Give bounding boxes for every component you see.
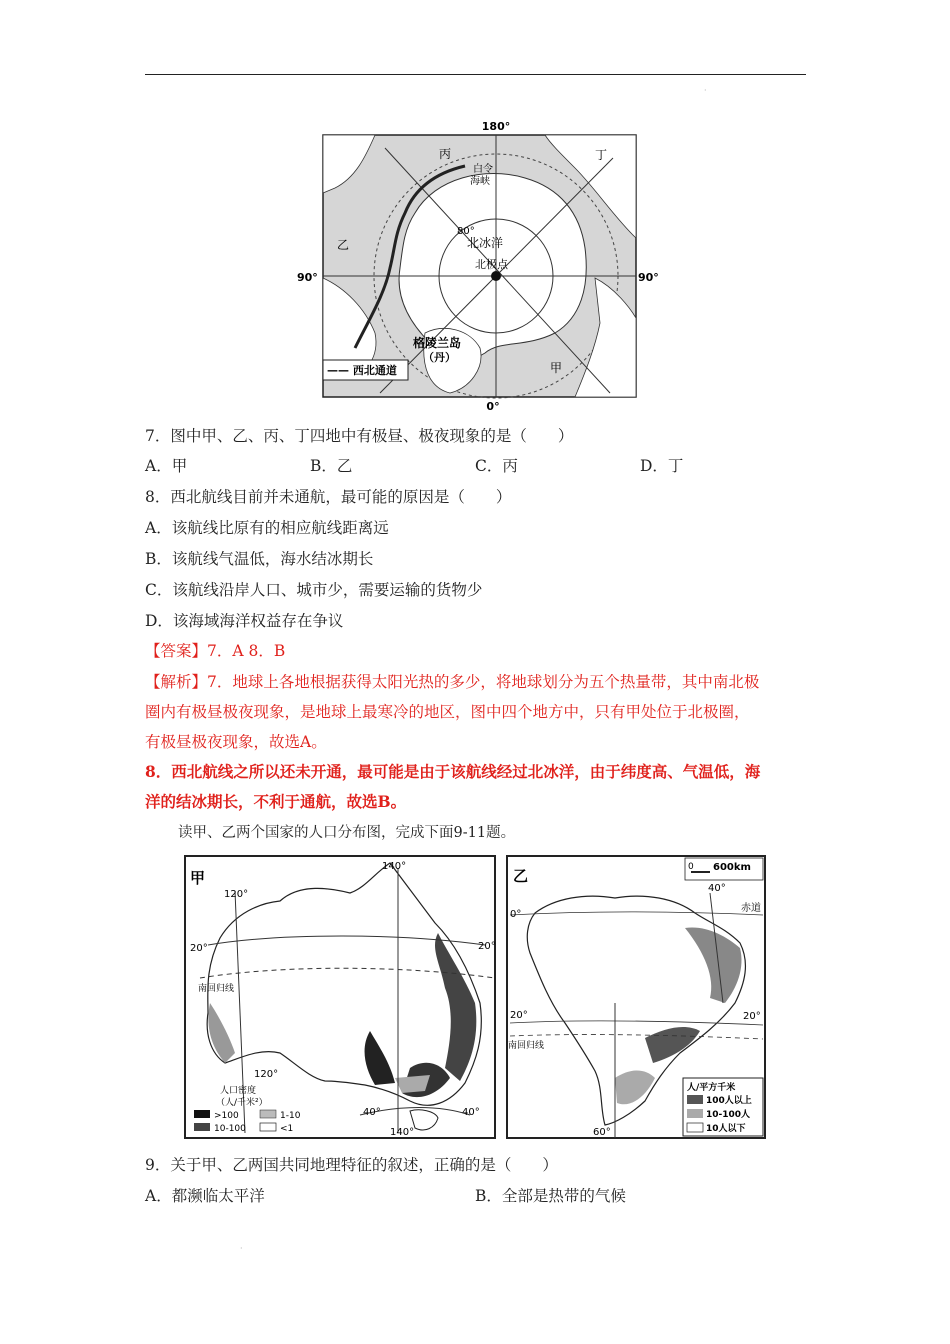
q7-option-a[interactable]: A．甲: [145, 457, 188, 475]
q7-stem: 7．图中甲、乙、丙、丁四地中有极昼、极夜现象的是（ ）: [145, 427, 574, 445]
legend-low: 10人以下: [706, 1124, 746, 1134]
q8-stem: 8．西北航线目前并未通航，最可能的原因是（ ）: [145, 488, 512, 506]
legend-swatch-lt1: [260, 1123, 276, 1131]
legend-swatch-10-100: [194, 1123, 210, 1131]
answer-text: 7．A 8．B: [207, 642, 286, 660]
label-40: 40°: [708, 883, 726, 894]
q9-stem: 9．关于甲、乙两国共同地理特征的叙述，正确的是（ ）: [145, 1156, 558, 1174]
analysis-tag: 【解析】: [145, 673, 208, 691]
legend-high: 100人以上: [706, 1096, 752, 1106]
label-20-left: 20°: [510, 1010, 528, 1021]
label-20-right: 20°: [478, 941, 496, 952]
label-140-top: 140°: [382, 861, 407, 872]
scale-label: 600km: [713, 862, 751, 873]
q7-option-c[interactable]: C．丙: [475, 457, 518, 475]
bering-label-2: 海峡: [470, 176, 490, 187]
answer-line: [145, 640, 285, 662]
tropic-label: 南回归线: [508, 1041, 545, 1051]
lon-90-left-label: 90°: [297, 271, 318, 284]
tropic-label: 南回归线: [198, 984, 235, 994]
legend-lt1: <1: [280, 1124, 294, 1134]
legend-mid: 10-100人: [706, 1110, 751, 1120]
arctic-ocean-label: 北冰洋: [467, 236, 504, 250]
equator-label: 赤道: [741, 903, 761, 914]
page-mark-bottom: ·: [240, 1244, 243, 1253]
legend-swatch-high: [687, 1095, 703, 1104]
place-jia: 甲: [550, 361, 563, 375]
legend-swatch-low: [687, 1123, 703, 1132]
q7-option-d[interactable]: D．丁: [640, 457, 684, 475]
answer-tag: 【答案】: [145, 642, 208, 660]
arctic-map: [295, 118, 665, 418]
analysis-line-4: 8．西北航线之所以还未开通，最可能是由于该航线经过北冰洋，由于纬度高、气温低，海: [145, 762, 761, 781]
greenland-label-1: 格陵兰岛: [413, 336, 462, 350]
lat-80-label: 80°: [457, 226, 475, 237]
legend-title-1: 人口密度: [220, 1086, 257, 1096]
label-120-bottom: 120°: [254, 1069, 279, 1080]
q9-option-b[interactable]: B．全部是热带的气候: [475, 1187, 626, 1205]
legend-title: 人/平方千米: [687, 1083, 736, 1093]
label-40-left: 40°: [363, 1107, 381, 1118]
legend-nw-passage: —— 西北通道: [327, 364, 397, 377]
australia-population-map: [180, 853, 500, 1143]
label-0: 0°: [510, 909, 522, 920]
analysis-line-2: 圈内有极昼极夜现象，是地球上最寒冷的地区，图中四个地方中，只有甲处位于北极圈，: [145, 703, 750, 721]
analysis-line-3: 有极昼极夜现象，故选A。: [145, 733, 327, 751]
legend-swatch-1-10: [260, 1110, 276, 1118]
q8-option-b[interactable]: B．该航线气温低，海水结冰期长: [145, 550, 374, 568]
north-pole-dot: [491, 271, 501, 281]
lon-180-label: 180°: [481, 120, 511, 133]
legend-1-10: 1-10: [280, 1111, 301, 1121]
place-ding: 丁: [595, 148, 608, 162]
label-140-bottom: 140°: [390, 1127, 415, 1138]
q8-option-d[interactable]: D．该海域海洋权益存在争议: [145, 612, 344, 630]
legend-swatch-mid: [687, 1109, 703, 1118]
analysis-line-5: 洋的结冰期长，不利于通航，故选B。: [145, 792, 407, 811]
legend-title-2: （人/千米²）: [216, 1098, 268, 1108]
legend-10-100: 10-100: [214, 1124, 246, 1134]
map-title-yi: 乙: [513, 867, 529, 885]
q9-option-a[interactable]: A．都濒临太平洋: [145, 1187, 265, 1205]
page-mark: ·: [704, 86, 707, 95]
q8-option-a[interactable]: A．该航线比原有的相应航线距离远: [145, 519, 389, 537]
analysis-text-1: 7．地球上各地根据获得太阳光热的多少，将地球划分为五个热量带，其中南北极: [207, 673, 760, 691]
q7-option-b[interactable]: B．乙: [310, 457, 353, 475]
scale-start: 0: [688, 862, 694, 872]
label-20-left: 20°: [190, 943, 208, 954]
label-40-right: 40°: [462, 1107, 480, 1118]
lon-0-label: 0°: [486, 400, 500, 413]
label-120-top: 120°: [224, 889, 249, 900]
question-intro: 读甲、乙两个国家的人口分布图，完成下面9-11题。: [178, 825, 516, 841]
header-rule: [145, 74, 806, 75]
legend-swatch-gt100: [194, 1110, 210, 1118]
brazil-population-map: [505, 853, 767, 1143]
label-20-right: 20°: [743, 1011, 761, 1022]
bering-label-1: 白令: [473, 164, 493, 175]
analysis-line-1: [145, 671, 759, 693]
lon-90-right-label: 90°: [638, 271, 659, 284]
north-pole-label: 北极点: [475, 258, 508, 271]
greenland-label-2: （丹）: [423, 351, 456, 364]
legend-gt100: >100: [214, 1111, 239, 1121]
place-bing: 丙: [439, 147, 452, 161]
label-60: 60°: [593, 1127, 611, 1138]
map-title-jia: 甲: [190, 869, 206, 887]
q8-option-c[interactable]: C．该航线沿岸人口、城市少，需要运输的货物少: [145, 581, 483, 599]
place-yi: 乙: [337, 238, 350, 252]
